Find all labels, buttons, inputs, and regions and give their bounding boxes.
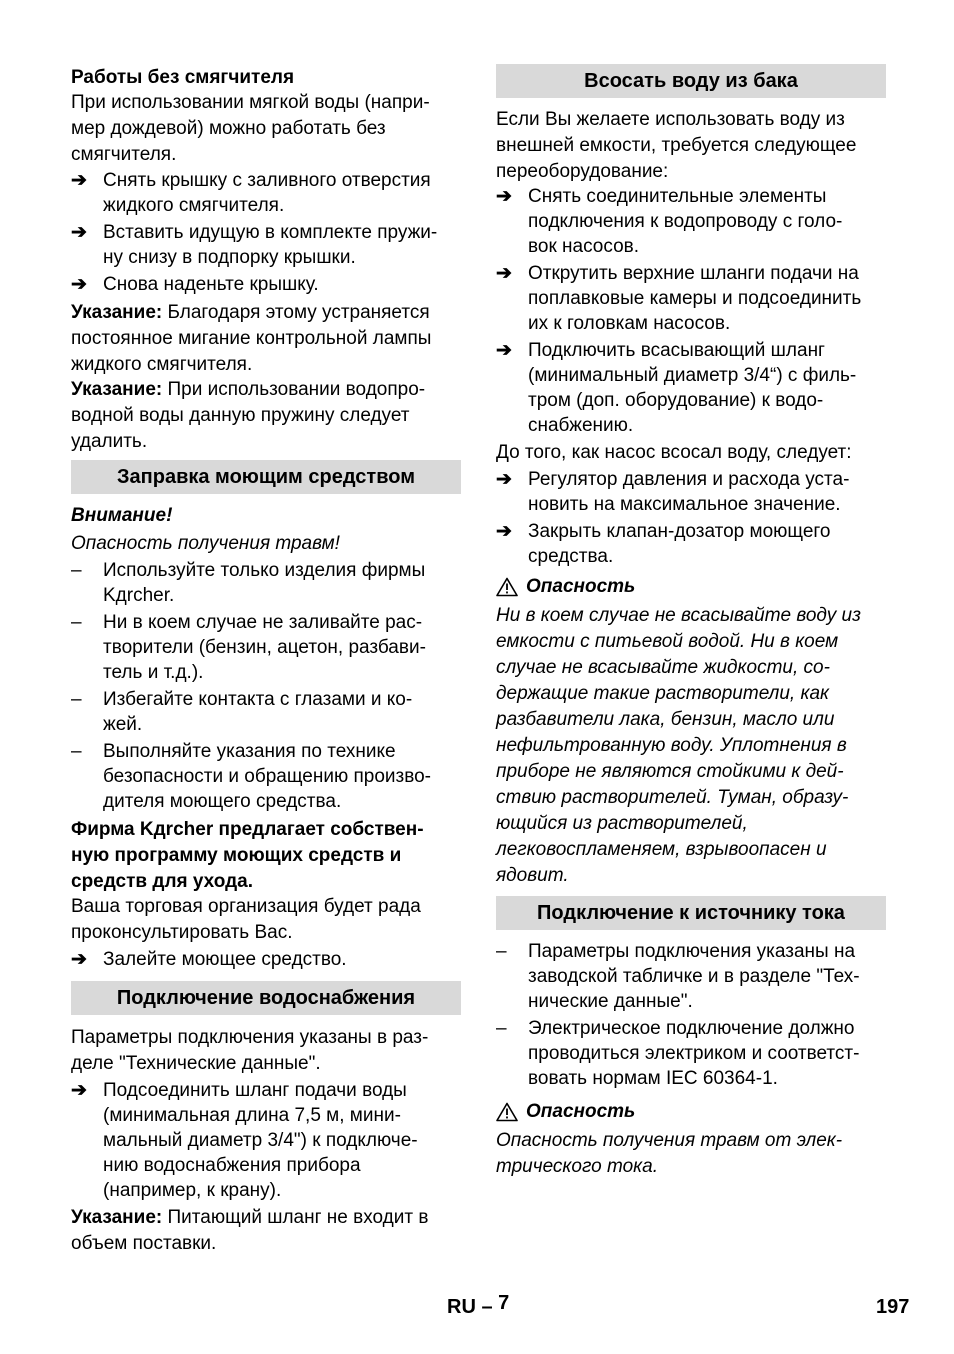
page-number: 197: [876, 1296, 910, 1318]
text-line: Фирма Kдrcher предлагает собствен-: [71, 819, 424, 840]
text-line: нию водоснабжения прибора: [103, 1155, 361, 1176]
attention-text: Опасность получения травм!: [71, 533, 340, 554]
text-line: Вставить идущую в комплекте пружи-: [103, 222, 438, 243]
text-line: При использовании мягкой воды (напри-: [71, 92, 430, 113]
text-line: тром (доп. оборудование) к водо-: [528, 390, 824, 411]
text-line: новить на максимальное значение.: [528, 494, 841, 515]
section-page-number: 7: [498, 1292, 510, 1314]
note-label: Указание:: [71, 379, 163, 400]
text-line: подключения к водопроводу с голо-: [528, 211, 843, 232]
text-line: Ни в коем случае не всасывайте воду из: [496, 605, 861, 626]
text-line: Подключить всасывающий шланг: [528, 340, 825, 361]
dash-item: [496, 939, 886, 1014]
arrow-icon: ➔: [71, 949, 87, 970]
text-line: (например, к крану).: [103, 1180, 282, 1201]
text-line: Благодаря этому устраняется: [162, 302, 430, 323]
step-item: [71, 1078, 461, 1203]
arrow-icon: ➔: [71, 1080, 87, 1101]
language-code: RU –: [447, 1296, 499, 1318]
text-line: удалить.: [71, 431, 148, 452]
arrow-icon: ➔: [496, 340, 512, 361]
text-line: заводской табличке и в разделе "Тех-: [528, 966, 860, 987]
section-title-power: Подключение к источнику тока: [496, 896, 886, 930]
note: [71, 1205, 461, 1256]
section-title-water-supply: Подключение водоснабжения: [71, 981, 461, 1015]
dash-bullet: –: [71, 612, 82, 633]
danger-text: [496, 1128, 886, 1179]
section-title-detergent: Заправка моющим средством: [71, 460, 461, 494]
text-line: жидкого смягчителя.: [103, 195, 285, 216]
text-line: ствию растворителей. Туман, образу-: [496, 787, 849, 808]
bold-statement: [71, 817, 461, 894]
arrow-icon: ➔: [496, 469, 512, 490]
arrow-icon: ➔: [496, 263, 512, 284]
step-item: [71, 220, 461, 270]
text-line: жидкого смягчителя.: [71, 354, 253, 375]
paragraph: [71, 90, 461, 167]
text-line: мер дождевой) можно работать без: [71, 118, 386, 139]
step-item: [71, 168, 461, 218]
step-item: [496, 184, 886, 259]
step-item: [496, 261, 886, 336]
text-line: Kдrcher.: [103, 585, 175, 606]
text-line: Залейте моющее средство.: [103, 949, 347, 970]
footer-section-label: [447, 1292, 510, 1319]
text-line: Параметры подключения указаны в раз-: [71, 1027, 429, 1048]
text-line: творители (бензин, ацетон, разбави-: [103, 637, 426, 658]
text-line: случае не всасывайте жидкости, со-: [496, 657, 830, 678]
text-line: При использовании водопро-: [162, 379, 426, 400]
heading-no-softener: Работы без смягчителя: [71, 67, 295, 88]
danger-text: [496, 603, 886, 888]
text-line: их к головкам насосов.: [528, 313, 731, 334]
text-line: объем поставки.: [71, 1233, 217, 1254]
dash-bullet: –: [496, 1018, 507, 1039]
text-line: (минимальная длина 7,5 м, мини-: [103, 1105, 401, 1126]
text-line: Регулятор давления и расхода уста-: [528, 469, 850, 490]
warning-triangle-icon: [496, 1102, 518, 1122]
text-line: Снова наденьте крышку.: [103, 274, 319, 295]
text-line: легковоспламеняем, взрывоопасен и: [496, 839, 827, 860]
step-item: [71, 947, 461, 972]
text-line: ну снизу в подпорку крышки.: [103, 247, 356, 268]
danger-heading: [496, 1099, 886, 1124]
text-line: Используйте только изделия фирмы: [103, 560, 426, 581]
step-item: [496, 519, 886, 569]
arrow-icon: ➔: [71, 274, 87, 295]
text-line: трического тока.: [496, 1156, 658, 1177]
dash-item: [496, 1016, 886, 1091]
text-line: дителя моющего средства.: [103, 791, 342, 812]
text-line: мальный диаметр 3/4") к подключе-: [103, 1130, 418, 1151]
note-label: Указание:: [71, 302, 163, 323]
dash-item: [71, 687, 461, 737]
note: [71, 377, 461, 454]
danger-title: Опасность: [526, 576, 636, 597]
text-line: (минимальный диаметр 3/4“) с филь-: [528, 365, 857, 386]
text-line: снабжению.: [528, 415, 634, 436]
text-line: Ваша торговая организация будет рада: [71, 896, 421, 917]
text-line: внешней емкости, требуется следующее: [496, 135, 857, 156]
text-line: нические данные".: [528, 991, 693, 1012]
danger-heading: [496, 574, 886, 599]
warning-triangle-icon: [496, 577, 518, 597]
dash-item: [71, 558, 461, 608]
text-line: держащие такие растворители, как: [496, 683, 829, 704]
text-line: средства.: [528, 546, 614, 567]
step-item: [496, 467, 886, 517]
text-line: деле "Технические данные".: [71, 1053, 321, 1074]
text-line: жей.: [103, 714, 143, 735]
step-item: [496, 338, 886, 438]
dash-bullet: –: [71, 741, 82, 762]
text-line: Выполняйте указания по технике: [103, 741, 396, 762]
arrow-icon: ➔: [71, 222, 87, 243]
dash-bullet: –: [71, 560, 82, 581]
text-line: приборе не являются стойкими к дей-: [496, 761, 844, 782]
dash-item: [71, 739, 461, 814]
dash-bullet: –: [496, 941, 507, 962]
text-line: проконсультировать Вас.: [71, 922, 293, 943]
text-line: поплавковые камеры и подсоединить: [528, 288, 862, 309]
text-line: Электрическое подключение должно: [528, 1018, 855, 1039]
text-line: Ни в коем случае не заливайте рас-: [103, 612, 423, 633]
note: [71, 300, 461, 377]
left-column: [71, 64, 461, 1256]
text-line: Открутить верхние шланги подачи на: [528, 263, 859, 284]
arrow-icon: ➔: [496, 521, 512, 542]
text-line: Избегайте контакта с глазами и ко-: [103, 689, 413, 710]
text-line: переоборудование:: [496, 161, 669, 182]
text-line: Параметры подключения указаны на: [528, 941, 856, 962]
text-line: постоянное мигание контрольной лампы: [71, 328, 432, 349]
danger-title: Опасность: [526, 1101, 636, 1122]
section-title-suction: Всосать воду из бака: [496, 64, 886, 98]
text-line: водной воды данную пружину следует: [71, 405, 410, 426]
text-line: средств для ухода.: [71, 871, 254, 892]
note-label: Указание:: [71, 1207, 163, 1228]
right-column: [496, 64, 886, 1179]
text-line: Подсоединить шланг подачи воды: [103, 1080, 407, 1101]
text-line: ную программу моющих средств и: [71, 845, 402, 866]
text-line: емкости с питьевой водой. Ни в коем: [496, 631, 839, 652]
text-line: Если Вы желаете использовать воду из: [496, 109, 845, 130]
step-item: [71, 272, 461, 297]
text-line: Снять соединительные элементы: [528, 186, 827, 207]
text-line: Закрыть клапан-дозатор моющего: [528, 521, 831, 542]
paragraph: [496, 107, 886, 184]
text-line: Снять крышку с заливного отверстия: [103, 170, 431, 191]
dash-item: [71, 610, 461, 685]
text-line: проводиться электриком и соответст-: [528, 1043, 860, 1064]
text-line: Опасность получения травм от элек-: [496, 1130, 843, 1151]
text-line: нефильтрованную воду. Уплотнения в: [496, 735, 847, 756]
arrow-icon: ➔: [496, 186, 512, 207]
text-line: разбавители лака, бензин, масло или: [496, 709, 835, 730]
text-line: тель и т.д.).: [103, 662, 204, 683]
text-line: смягчителя.: [71, 144, 177, 165]
dash-bullet: –: [71, 689, 82, 710]
text-line: Питающий шланг не входит в: [162, 1207, 429, 1228]
arrow-icon: ➔: [71, 170, 87, 191]
attention-label: Внимание!: [71, 505, 173, 526]
text-line: До того, как насос всосал воду, следует:: [496, 442, 852, 463]
text-line: вок насосов.: [528, 236, 640, 257]
text-line: ющийся из растворителей,: [496, 813, 748, 834]
text-line: вовать нормам IEC 60364-1.: [528, 1068, 778, 1089]
text-line: безопасности и обращению произво-: [103, 766, 432, 787]
text-line: ядовит.: [496, 865, 569, 886]
